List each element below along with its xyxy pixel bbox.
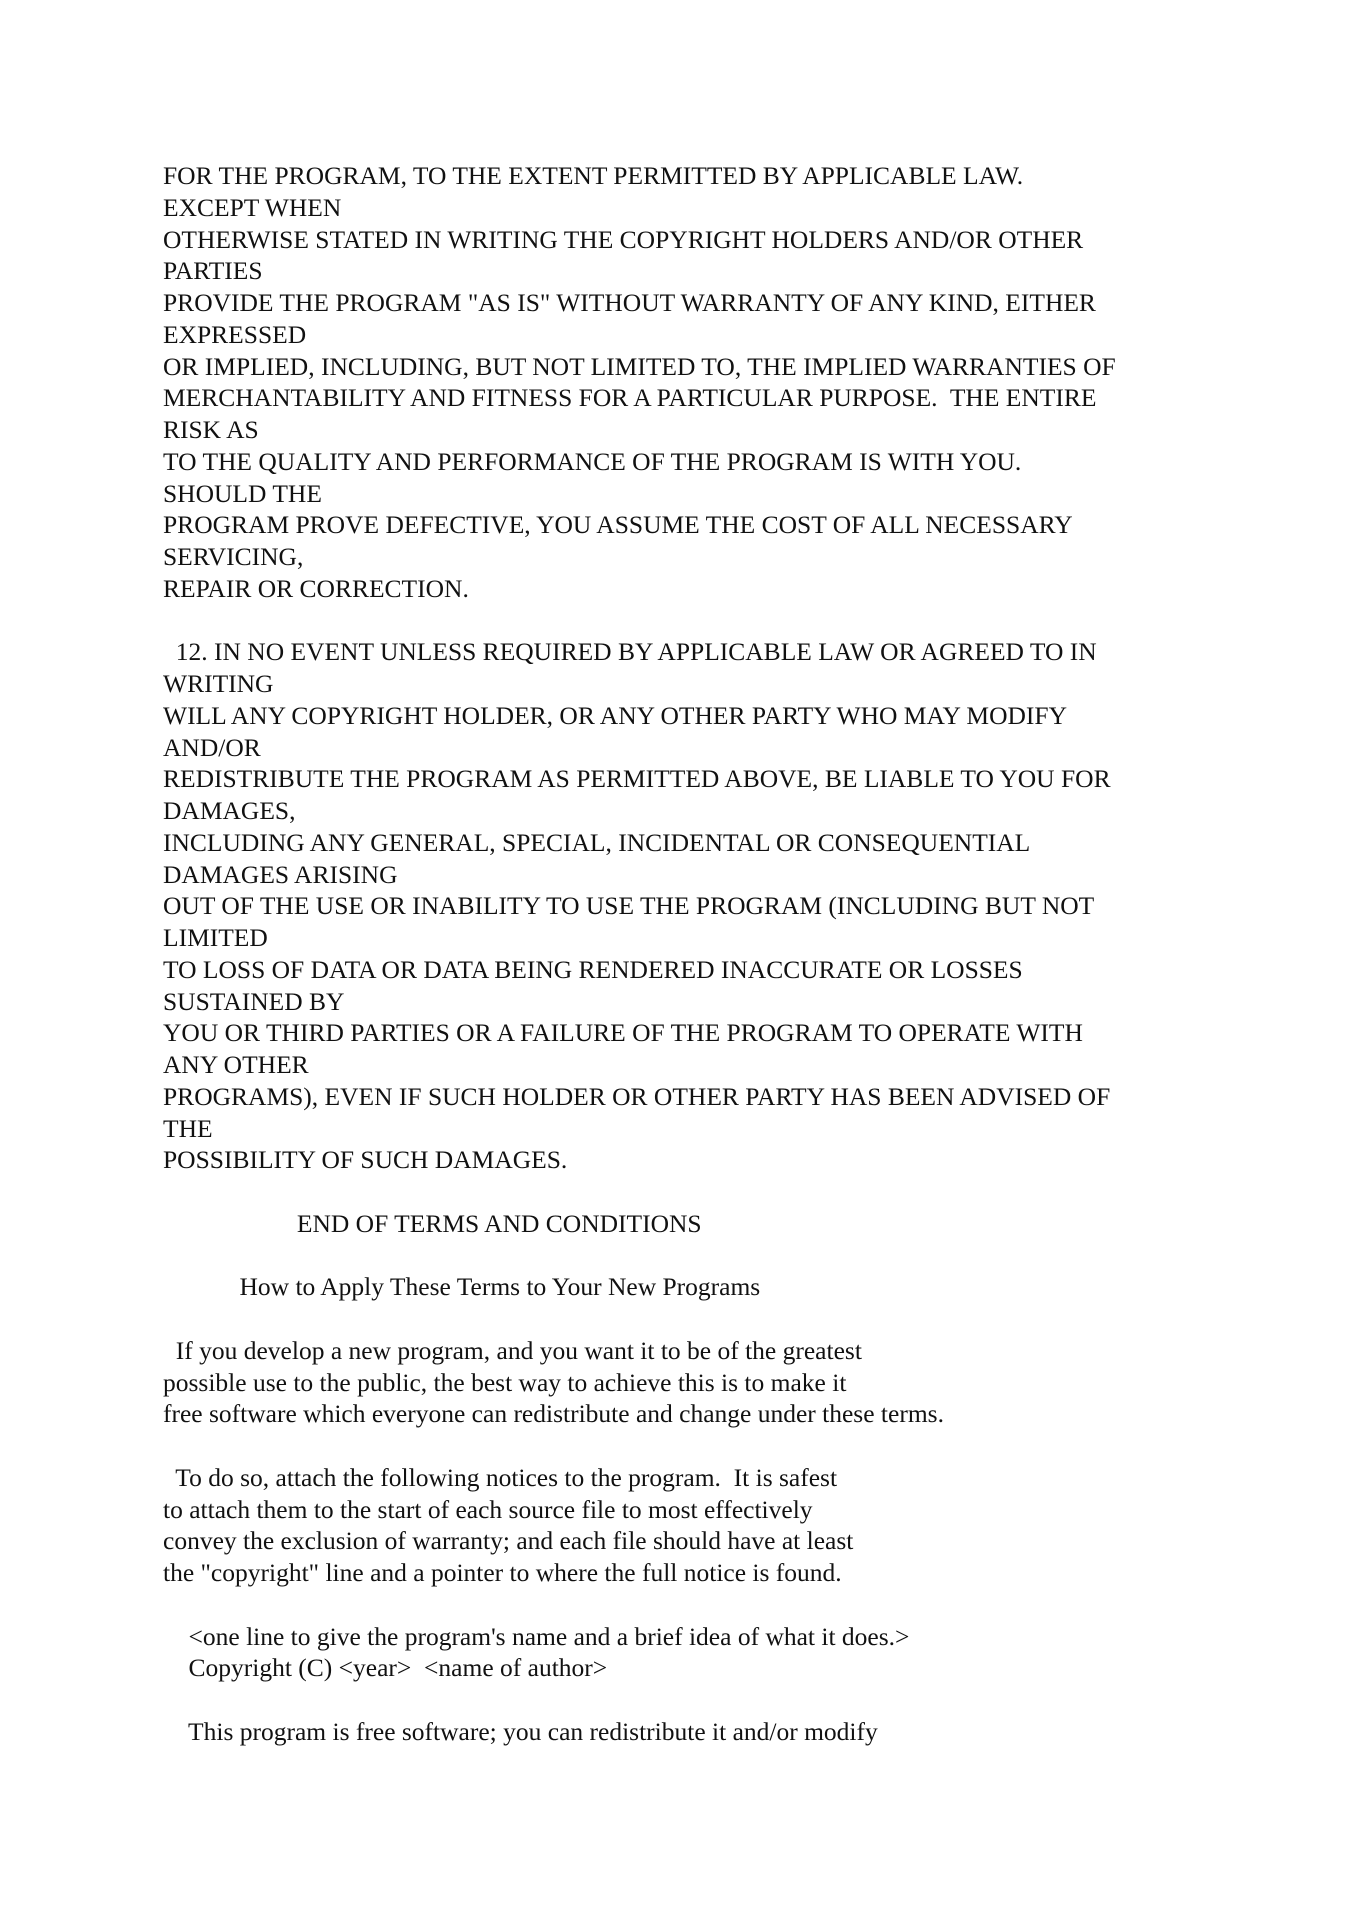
text-line: LIMITED [163,923,268,952]
text-line: OTHERWISE STATED IN WRITING THE COPYRIGHT HOLDERS AND/OR OTHER [163,224,1084,254]
text-line: to attach them to the start of each source file to most effectively [163,1494,813,1524]
section-12-paragraph [163,636,1213,1176]
text-line: EXPRESSED [163,319,307,349]
text-line: TO LOSS OF DATA OR DATA BEING RENDERED INACCURATE OR LOSSES [163,954,1023,984]
text-line: OUT OF THE USE OR INABILITY TO USE THE PROGRAM (INCLUDING BUT NOT [163,891,1095,921]
warranty-paragraph [163,160,1213,605]
text-line: 12. IN NO EVENT UNLESS REQUIRED BY APPLICABLE LAW OR AGREED TO IN [163,637,1097,667]
notice-template [163,1621,1213,1685]
text-line: OR IMPLIED, INCLUDING, BUT NOT LIMITED TO, THE IMPLIED WARRANTIES OF [163,351,1116,381]
text-line: DAMAGES, [163,796,296,825]
how-to-apply-heading: How to Apply These Terms to Your New Programs [163,1272,761,1302]
text-line: SHOULD THE [163,478,322,508]
blank-line [163,605,1213,637]
blank-line [163,1589,1213,1621]
blank-line [163,1684,1213,1716]
text-line: POSSIBILITY OF SUCH DAMAGES. [163,1145,568,1175]
text-line: PROGRAMS), EVEN IF SUCH HOLDER OR OTHER PARTY HAS BEEN ADVISED OF [163,1081,1111,1111]
document-text [163,160,1213,1748]
text-line: SERVICING, [163,542,304,571]
text-line: the "copyright" line and a pointer to where the full notice is found. [163,1558,842,1587]
text-line: convey the exclusion of warranty; and each file should have at least [163,1526,854,1556]
text-line: To do so, attach the following notices to the program. It is safest [163,1462,838,1492]
text-line: THE [163,1113,213,1143]
blank-line [163,1240,1213,1272]
text-line: SUSTAINED BY [163,986,345,1016]
text-line: free software which everyone can redistribute and change under these terms. [163,1399,944,1429]
text-line: REDISTRIBUTE THE PROGRAM AS PERMITTED ABOVE, BE LIABLE TO YOU FOR [163,764,1111,794]
text-line: <one line to give the program's name and a brief idea of what it does.> [163,1621,910,1651]
text-line: REPAIR OR CORRECTION. [163,573,469,603]
text-line: ANY OTHER [163,1050,309,1079]
text-line: PROVIDE THE PROGRAM "AS IS" WITHOUT WARRANTY OF ANY KIND, EITHER [163,288,1096,317]
apply-paragraph-2 [163,1462,1213,1589]
text-line: FOR THE PROGRAM, TO THE EXTENT PERMITTED BY APPLICABLE LAW. [163,161,1024,190]
text-line: EXCEPT WHEN [163,192,342,222]
end-of-terms-heading: END OF TERMS AND CONDITIONS [163,1208,702,1238]
blank-line [163,1176,1213,1208]
text-line: MERCHANTABILITY AND FITNESS FOR A PARTICULAR PURPOSE. THE ENTIRE [163,383,1097,413]
text-line: PROGRAM PROVE DEFECTIVE, YOU ASSUME THE COST OF ALL NECESSARY [163,510,1073,540]
text-line: AND/OR [163,732,261,762]
text-line: Copyright (C) <year> <name of author> [163,1653,608,1683]
text-line: WILL ANY COPYRIGHT HOLDER, OR ANY OTHER PARTY WHO MAY MODIFY [163,700,1067,730]
blank-line [163,1430,1213,1462]
text-line: If you develop a new program, and you want it to be of the greatest [163,1335,862,1365]
text-line: RISK AS [163,415,259,444]
text-line: possible use to the public, the best way to achieve this is to make it [163,1367,847,1397]
license-start-line: This program is free software; you can redistribute it and/or modify [163,1716,878,1746]
text-line: WRITING [163,669,274,698]
text-line: TO THE QUALITY AND PERFORMANCE OF THE PROGRAM IS WITH YOU. [163,446,1022,476]
text-line: YOU OR THIRD PARTIES OR A FAILURE OF THE PROGRAM TO OPERATE WITH [163,1018,1083,1048]
text-line: PARTIES [163,256,263,286]
text-line: INCLUDING ANY GENERAL, SPECIAL, INCIDENTAL OR CONSEQUENTIAL [163,827,1031,857]
text-line: DAMAGES ARISING [163,859,398,889]
blank-line [163,1303,1213,1335]
apply-paragraph-1 [163,1335,1213,1430]
